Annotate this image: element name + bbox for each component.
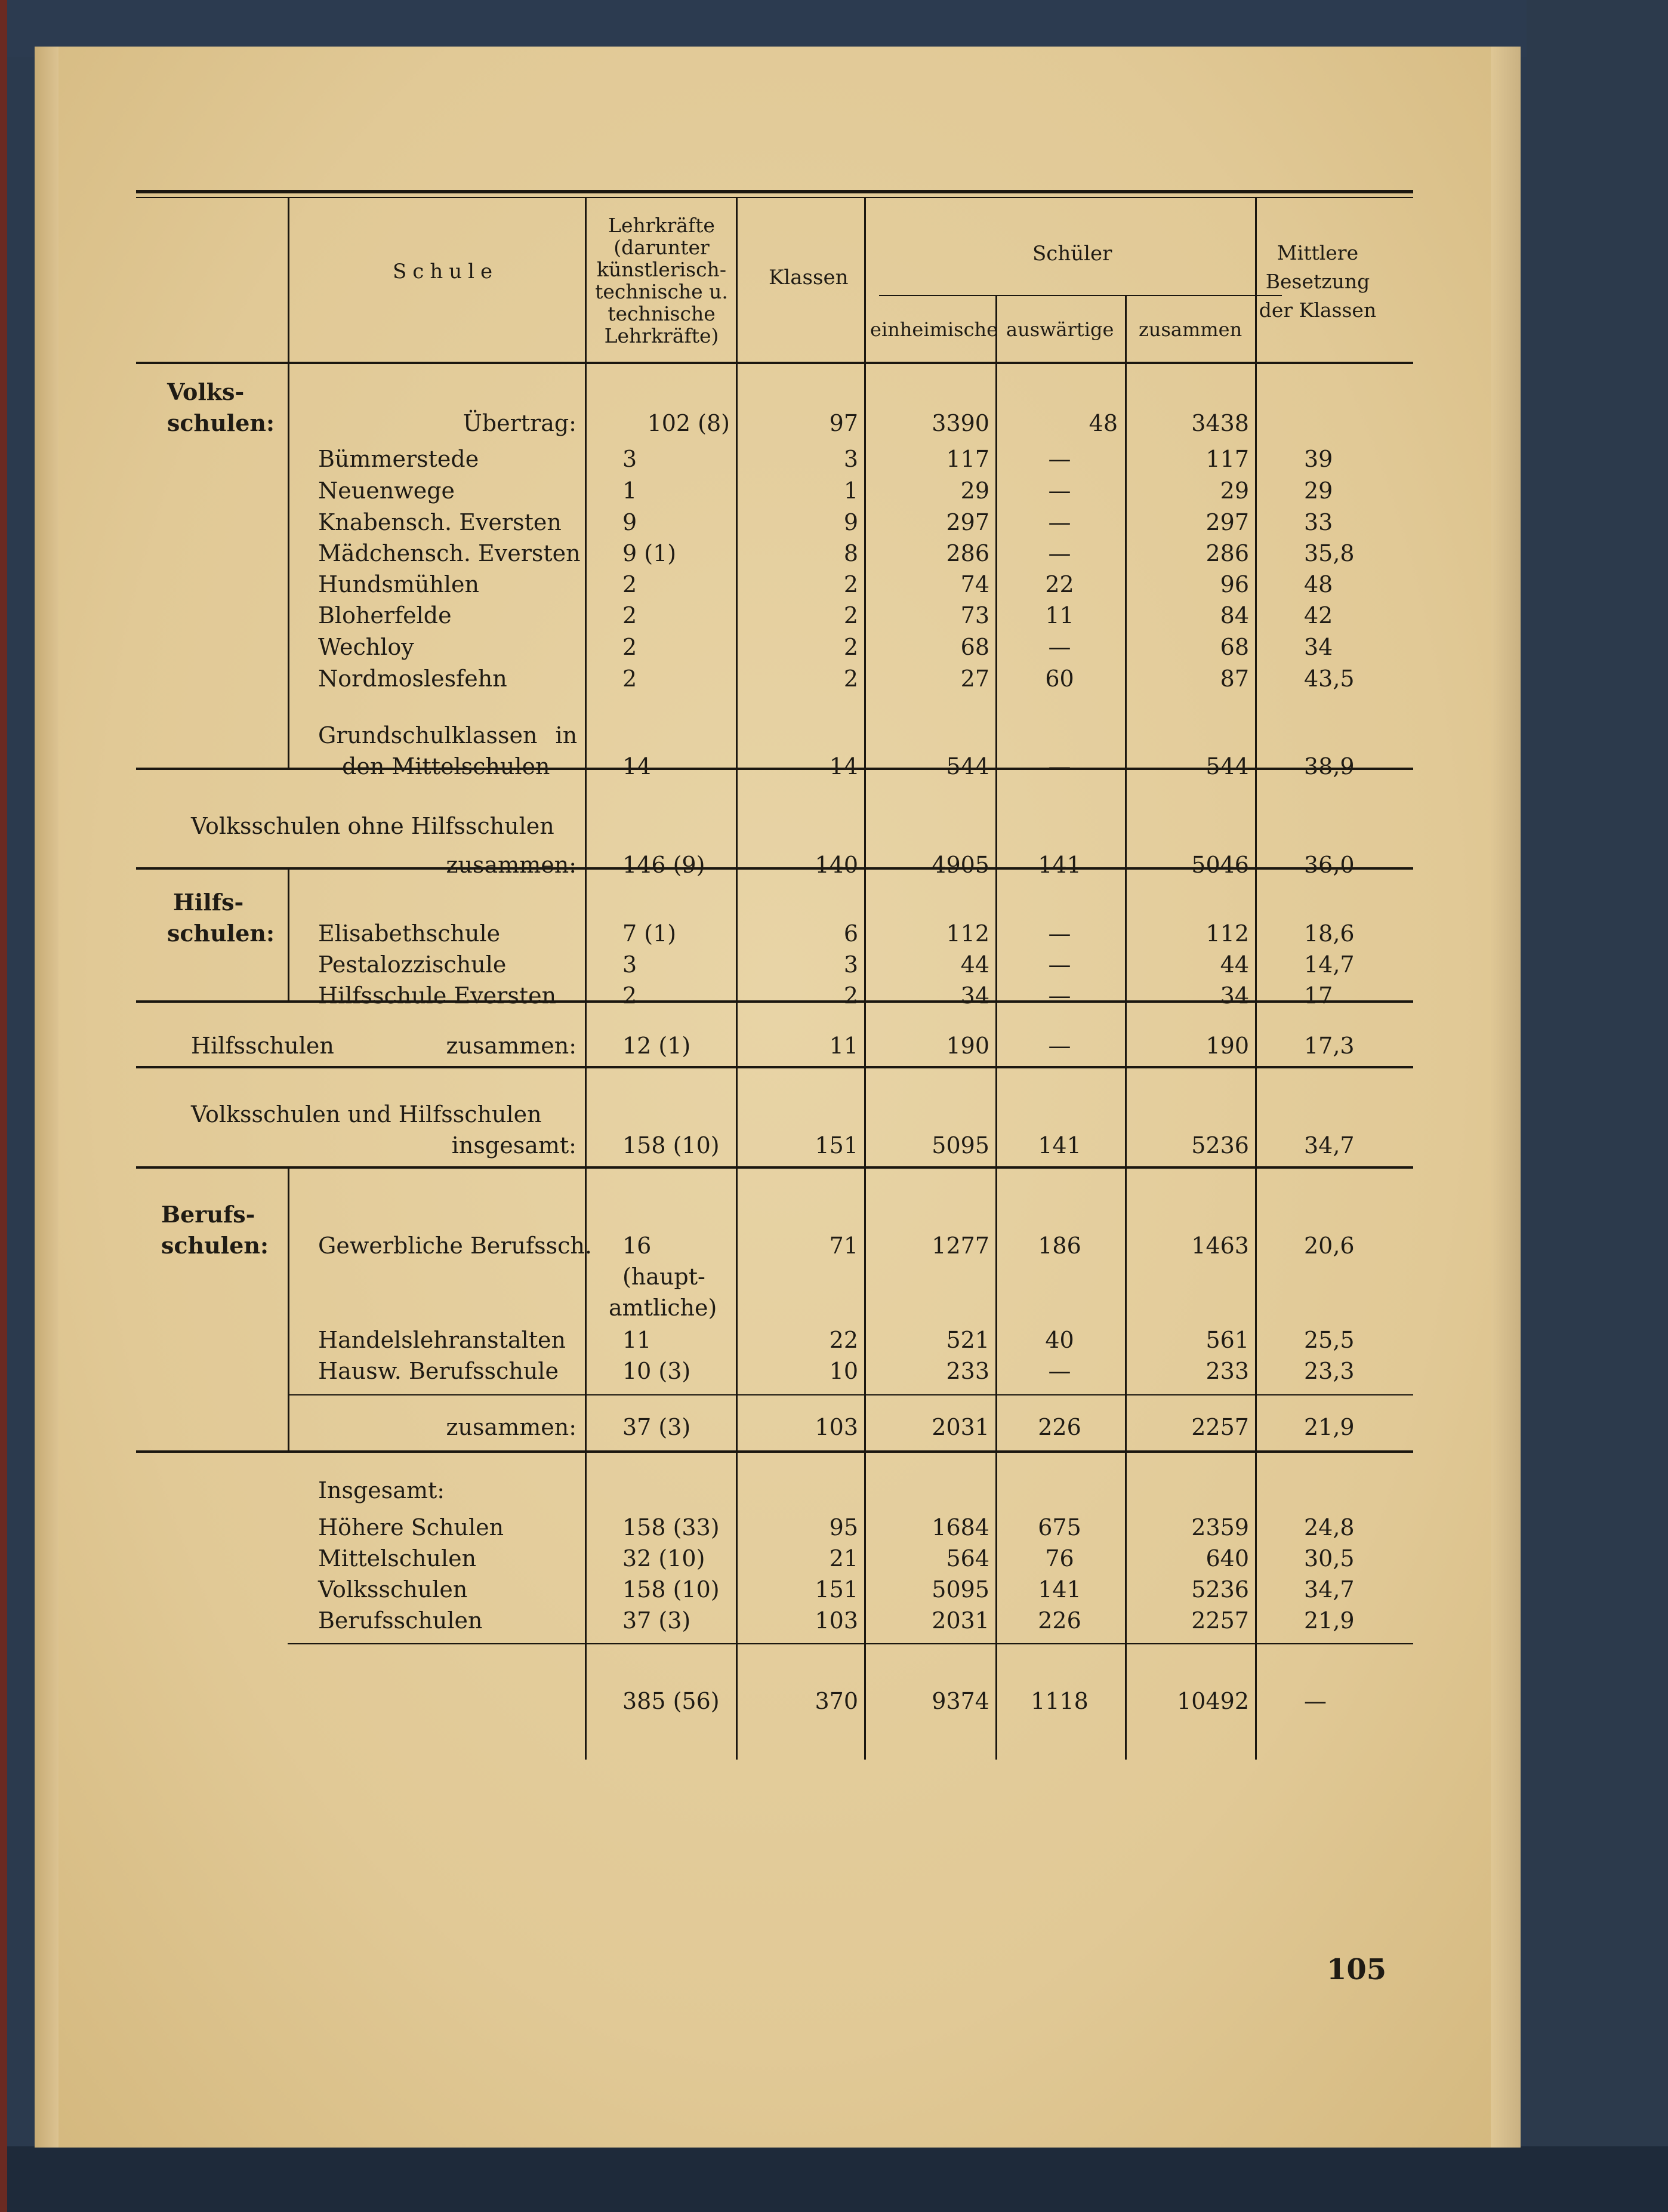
cell-zus: 286 [1205,540,1249,566]
cell-kl: 103 [815,1607,858,1634]
cell-ausw: 60 [1045,666,1074,692]
cell-einh: 44 [960,951,989,978]
hilfs-zus-label-2: zusammen: [446,1033,576,1059]
row-label: Bümmerstede [318,446,479,472]
row-label: Pestalozzischule [318,951,507,978]
hilfs-zus-rule [136,1066,1413,1068]
cell-mitt: 43,5 [1304,666,1355,692]
cell-mitt: 34 [1304,634,1333,660]
book-cover-left [0,0,7,2212]
uebertrag-einh: 3390 [932,410,989,436]
header-schule: Schule [393,260,499,284]
cell-mitt: 23,3 [1304,1358,1355,1384]
cell-kl: 3 [843,951,858,978]
col-rule-einh [864,197,866,1760]
cell-mitt: 14,7 [1304,951,1355,978]
insgesamt-sum-rule [288,1643,1413,1644]
col-rule-lehr [585,197,587,1760]
header-lehrkraefte: Lehrkräfte (darunter künstlerisch-technische u. technische Lehrkräfte) [595,214,728,347]
ohne-hilfs-label-2: zusammen: [446,852,576,878]
group-hilfs-1: Hilfs- [173,889,244,916]
cell-lehr: 158 (33) [622,1514,720,1541]
cell-zus: 544 [1205,753,1249,780]
cell-ausw: 40 [1045,1327,1074,1353]
cell-lehr: 9 (1) [622,540,677,566]
cell-zus: 96 [1220,571,1249,597]
row-label: Hausw. Berufsschule [318,1358,559,1384]
table-top-rule-thin [136,197,1413,198]
cell-zus: 44 [1220,951,1249,978]
row-label: Hilfsschule Eversten [318,982,557,1009]
book-cover-right [1527,0,1668,2212]
cell-lehr: 37 (3) [622,1414,691,1440]
cell-mitt: 36,0 [1304,852,1355,878]
cell-einh: 297 [946,509,989,535]
row-label: Neuenwege [318,477,455,504]
cell-einh: 521 [946,1327,989,1353]
row-label: Berufsschulen [318,1607,483,1634]
cell-lehr: 7 (1) [622,920,677,947]
berufs-section-rule [136,1450,1413,1453]
cell-einh: 190 [946,1033,989,1059]
cell-ausw: 141 [1038,1576,1081,1603]
cell-einh: 34 [960,982,989,1009]
schueler-subheader-rule [879,295,1282,296]
cell-mitt: 38,9 [1304,753,1355,780]
cell-kl: 71 [829,1233,858,1259]
cell-mitt: 20,6 [1304,1233,1355,1259]
gewerbl-label: Gewerbliche Berufssch. [318,1233,592,1259]
cell-lehr: 32 (10) [622,1545,705,1572]
cell-ausw: — [1048,477,1071,504]
header-einheimische: einheimische [870,318,998,341]
table-top-rule [136,190,1413,193]
hilfs-zus-label-1: Hilfsschulen [191,1033,334,1059]
cell-einh: 2031 [932,1607,989,1634]
row-label: Nordmoslesfehn [318,666,507,692]
cell-zus: 2257 [1191,1414,1249,1440]
cell-zus: 2359 [1191,1514,1249,1541]
cell-einh: 1684 [932,1514,989,1541]
cell-mitt: 34,7 [1304,1132,1355,1159]
cell-kl: 140 [815,852,858,878]
cell-mitt: 34,7 [1304,1576,1355,1603]
cell-ausw: 675 [1038,1514,1081,1541]
cell-mitt: 25,5 [1304,1327,1355,1353]
group-berufs-2: schulen: [161,1232,269,1259]
gewerbl-lehr-2: (haupt- [622,1264,705,1290]
cell-zus: 5236 [1191,1576,1249,1603]
uebertrag-label: Übertrag: [463,410,576,436]
col-rule-mitt [1255,197,1257,1760]
row-label: Handelslehranstalten [318,1327,566,1353]
cell-zus: 190 [1205,1033,1249,1059]
cell-kl: 11 [829,1033,858,1059]
book-cover-bottom [0,2146,1668,2212]
uebertrag-zus: 3438 [1191,410,1249,436]
cell-kl: 370 [815,1688,858,1714]
cell-lehr: 14 [622,753,652,780]
cell-kl: 95 [829,1514,858,1541]
col-rule-ausw [995,296,997,1760]
ohne-hilfs-label-1: Volksschulen ohne Hilfsschulen [191,813,554,839]
page-number: 105 [1327,1953,1387,1986]
volks-hilfs-label-1: Volksschulen und Hilfsschulen [191,1101,542,1127]
berufs-sub-rule [288,1394,1413,1395]
cell-kl: 2 [843,602,858,629]
cell-ausw: 76 [1045,1545,1074,1572]
header-bottom-rule [136,362,1413,364]
cell-kl: 9 [843,509,858,535]
cell-einh: 5095 [932,1132,989,1159]
cell-einh: 286 [946,540,989,566]
cell-einh: 564 [946,1545,989,1572]
row-label: Knabensch. Eversten [318,509,562,535]
row-label: Höhere Schulen [318,1514,504,1541]
row-label: Mädchensch. Eversten [318,540,581,566]
cell-ausw: — [1048,634,1071,660]
cell-ausw: 141 [1038,1132,1081,1159]
cell-mitt: 17 [1304,982,1333,1009]
cell-einh: 112 [946,920,989,947]
cell-ausw: 1118 [1031,1688,1089,1714]
cell-lehr: 10 (3) [622,1358,691,1384]
row-label: Elisabethschule [318,920,501,947]
cell-lehr: 2 [622,982,637,1009]
cell-zus: 10492 [1177,1688,1249,1714]
cell-zus: 561 [1205,1327,1249,1353]
header-zusammen: zusammen [1139,318,1242,341]
header-auswaertige: auswärtige [1006,318,1114,341]
cell-zus: 87 [1220,666,1249,692]
cell-kl: 8 [843,540,858,566]
col-rule-label-hilfs [288,870,289,1000]
cell-lehr: 9 [622,509,637,535]
cell-ausw: — [1048,540,1071,566]
berufs-zus-label: zusammen: [446,1414,576,1440]
cell-zus: 233 [1205,1358,1249,1384]
gewerbl-lehr-3: amtliche) [609,1295,717,1321]
cell-zus: 640 [1205,1545,1249,1572]
cell-einh: 73 [960,602,989,629]
cell-ausw: 226 [1038,1607,1081,1634]
cell-kl: 2 [843,666,858,692]
cell-lehr: 3 [622,951,637,978]
header-klassen: Klassen [769,266,849,289]
cell-lehr: 12 (1) [622,1033,691,1059]
page-gutter [35,47,58,2148]
cell-lehr: 1 [622,477,637,504]
group-berufs-1: Berufs- [161,1201,255,1228]
row-label: Wechloy [318,634,414,660]
cell-mitt: 24,8 [1304,1514,1355,1541]
cell-zus: 117 [1205,446,1249,472]
gewerbl-lehr: 16 [622,1233,652,1259]
cell-kl: 6 [843,920,858,947]
cell-zus: 29 [1220,477,1249,504]
uebertrag-lehr: 102 (8) [647,410,730,436]
row-label: Bloherfelde [318,602,452,629]
cell-lehr: 3 [622,446,637,472]
col-rule-label-volks [288,364,289,768]
group-hilfs-2: schulen: [167,920,275,947]
cell-lehr: 158 (10) [622,1576,720,1603]
insgesamt-heading: Insgesamt: [318,1477,445,1504]
cell-zus: 34 [1220,982,1249,1009]
volks-hilfs-rule [136,1166,1413,1169]
cell-ausw: — [1048,446,1071,472]
cell-lehr: 11 [622,1327,652,1353]
cell-ausw: — [1048,982,1071,1009]
cell-mitt: 30,5 [1304,1545,1355,1572]
cell-einh: 1277 [932,1233,989,1259]
cell-kl: 22 [829,1327,858,1353]
col-rule-label [288,197,289,362]
cell-lehr: 2 [622,666,637,692]
volks-hilfs-label-2: insgesamt: [451,1132,576,1159]
cell-ausw: — [1048,1358,1071,1384]
cell-kl: 103 [815,1414,858,1440]
cell-zus: 5046 [1191,852,1249,878]
cell-zus: 297 [1205,509,1249,535]
cell-ausw: 186 [1038,1233,1081,1259]
row-label: Mittelschulen [318,1545,477,1572]
uebertrag-ausw: 48 [1089,410,1118,436]
cell-einh: 74 [960,571,989,597]
cell-lehr: 2 [622,602,637,629]
cell-kl: 3 [843,446,858,472]
cell-kl: 10 [829,1358,858,1384]
cell-zus: 5236 [1191,1132,1249,1159]
cell-mitt: 17,3 [1304,1033,1355,1059]
cell-mitt: 33 [1304,509,1333,535]
cell-lehr: 158 (10) [622,1132,720,1159]
header-schueler: Schüler [1032,242,1112,266]
cell-ausw: — [1048,920,1071,947]
cell-mitt: 18,6 [1304,920,1355,947]
cell-ausw: 11 [1045,602,1074,629]
cell-mitt: 48 [1304,571,1333,597]
cell-ausw: 141 [1038,852,1081,878]
cell-einh: 68 [960,634,989,660]
cell-einh: 233 [946,1358,989,1384]
cell-ausw: — [1048,509,1071,535]
cell-zus: 84 [1220,602,1249,629]
cell-kl: 2 [843,982,858,1009]
cell-kl: 1 [843,477,858,504]
col-rule-label-berufs [288,1169,289,1450]
cell-einh: 29 [960,477,989,504]
grund-label-2: den Mittelschulen [342,753,550,780]
cell-ausw: — [1048,1033,1071,1059]
cell-einh: 9374 [932,1688,989,1714]
col-rule-zus [1125,296,1127,1760]
cell-mitt: 21,9 [1304,1414,1355,1440]
cell-kl: 2 [843,571,858,597]
cell-mitt: 29 [1304,477,1333,504]
cell-mitt: 39 [1304,446,1333,472]
cell-einh: 117 [946,446,989,472]
cell-ausw: 22 [1045,571,1074,597]
cell-lehr: 146 (9) [622,852,705,878]
col-rule-klassen [736,197,738,1760]
cell-einh: 2031 [932,1414,989,1440]
cell-einh: 27 [960,666,989,692]
cell-einh: 4905 [932,852,989,878]
book-page [35,47,1521,2148]
row-label: Hundsmühlen [318,571,480,597]
group-volks-2: schulen: [167,409,275,436]
uebertrag-kl: 97 [829,410,858,436]
header-mittlere: Mittlere Besetzung der Klassen [1259,241,1377,322]
group-volks-1: Volks- [167,378,245,405]
cell-ausw: — [1048,753,1071,780]
cell-lehr: 2 [622,571,637,597]
cell-kl: 151 [815,1576,858,1603]
cell-ausw: 226 [1038,1414,1081,1440]
cell-einh: 544 [946,753,989,780]
cell-mitt: 35,8 [1304,540,1355,566]
cell-mitt: 21,9 [1304,1607,1355,1634]
cell-kl: 21 [829,1545,858,1572]
cell-lehr: 385 (56) [622,1688,720,1714]
cell-kl: 151 [815,1132,858,1159]
cell-zus: 112 [1205,920,1249,947]
cell-lehr: 2 [622,634,637,660]
cell-zus: 68 [1220,634,1249,660]
cell-zus: 1463 [1191,1233,1249,1259]
cell-kl: 14 [829,753,858,780]
row-label: Volksschulen [318,1576,468,1603]
page-edge [1491,47,1521,2148]
cell-mitt: — [1304,1688,1327,1714]
cell-zus: 2257 [1191,1607,1249,1634]
cell-mitt: 42 [1304,602,1333,629]
cell-kl: 2 [843,634,858,660]
cell-lehr: 37 (3) [622,1607,691,1634]
grund-label-1: Grundschulklassen in [318,722,578,748]
cell-ausw: — [1048,951,1071,978]
cell-einh: 5095 [932,1576,989,1603]
